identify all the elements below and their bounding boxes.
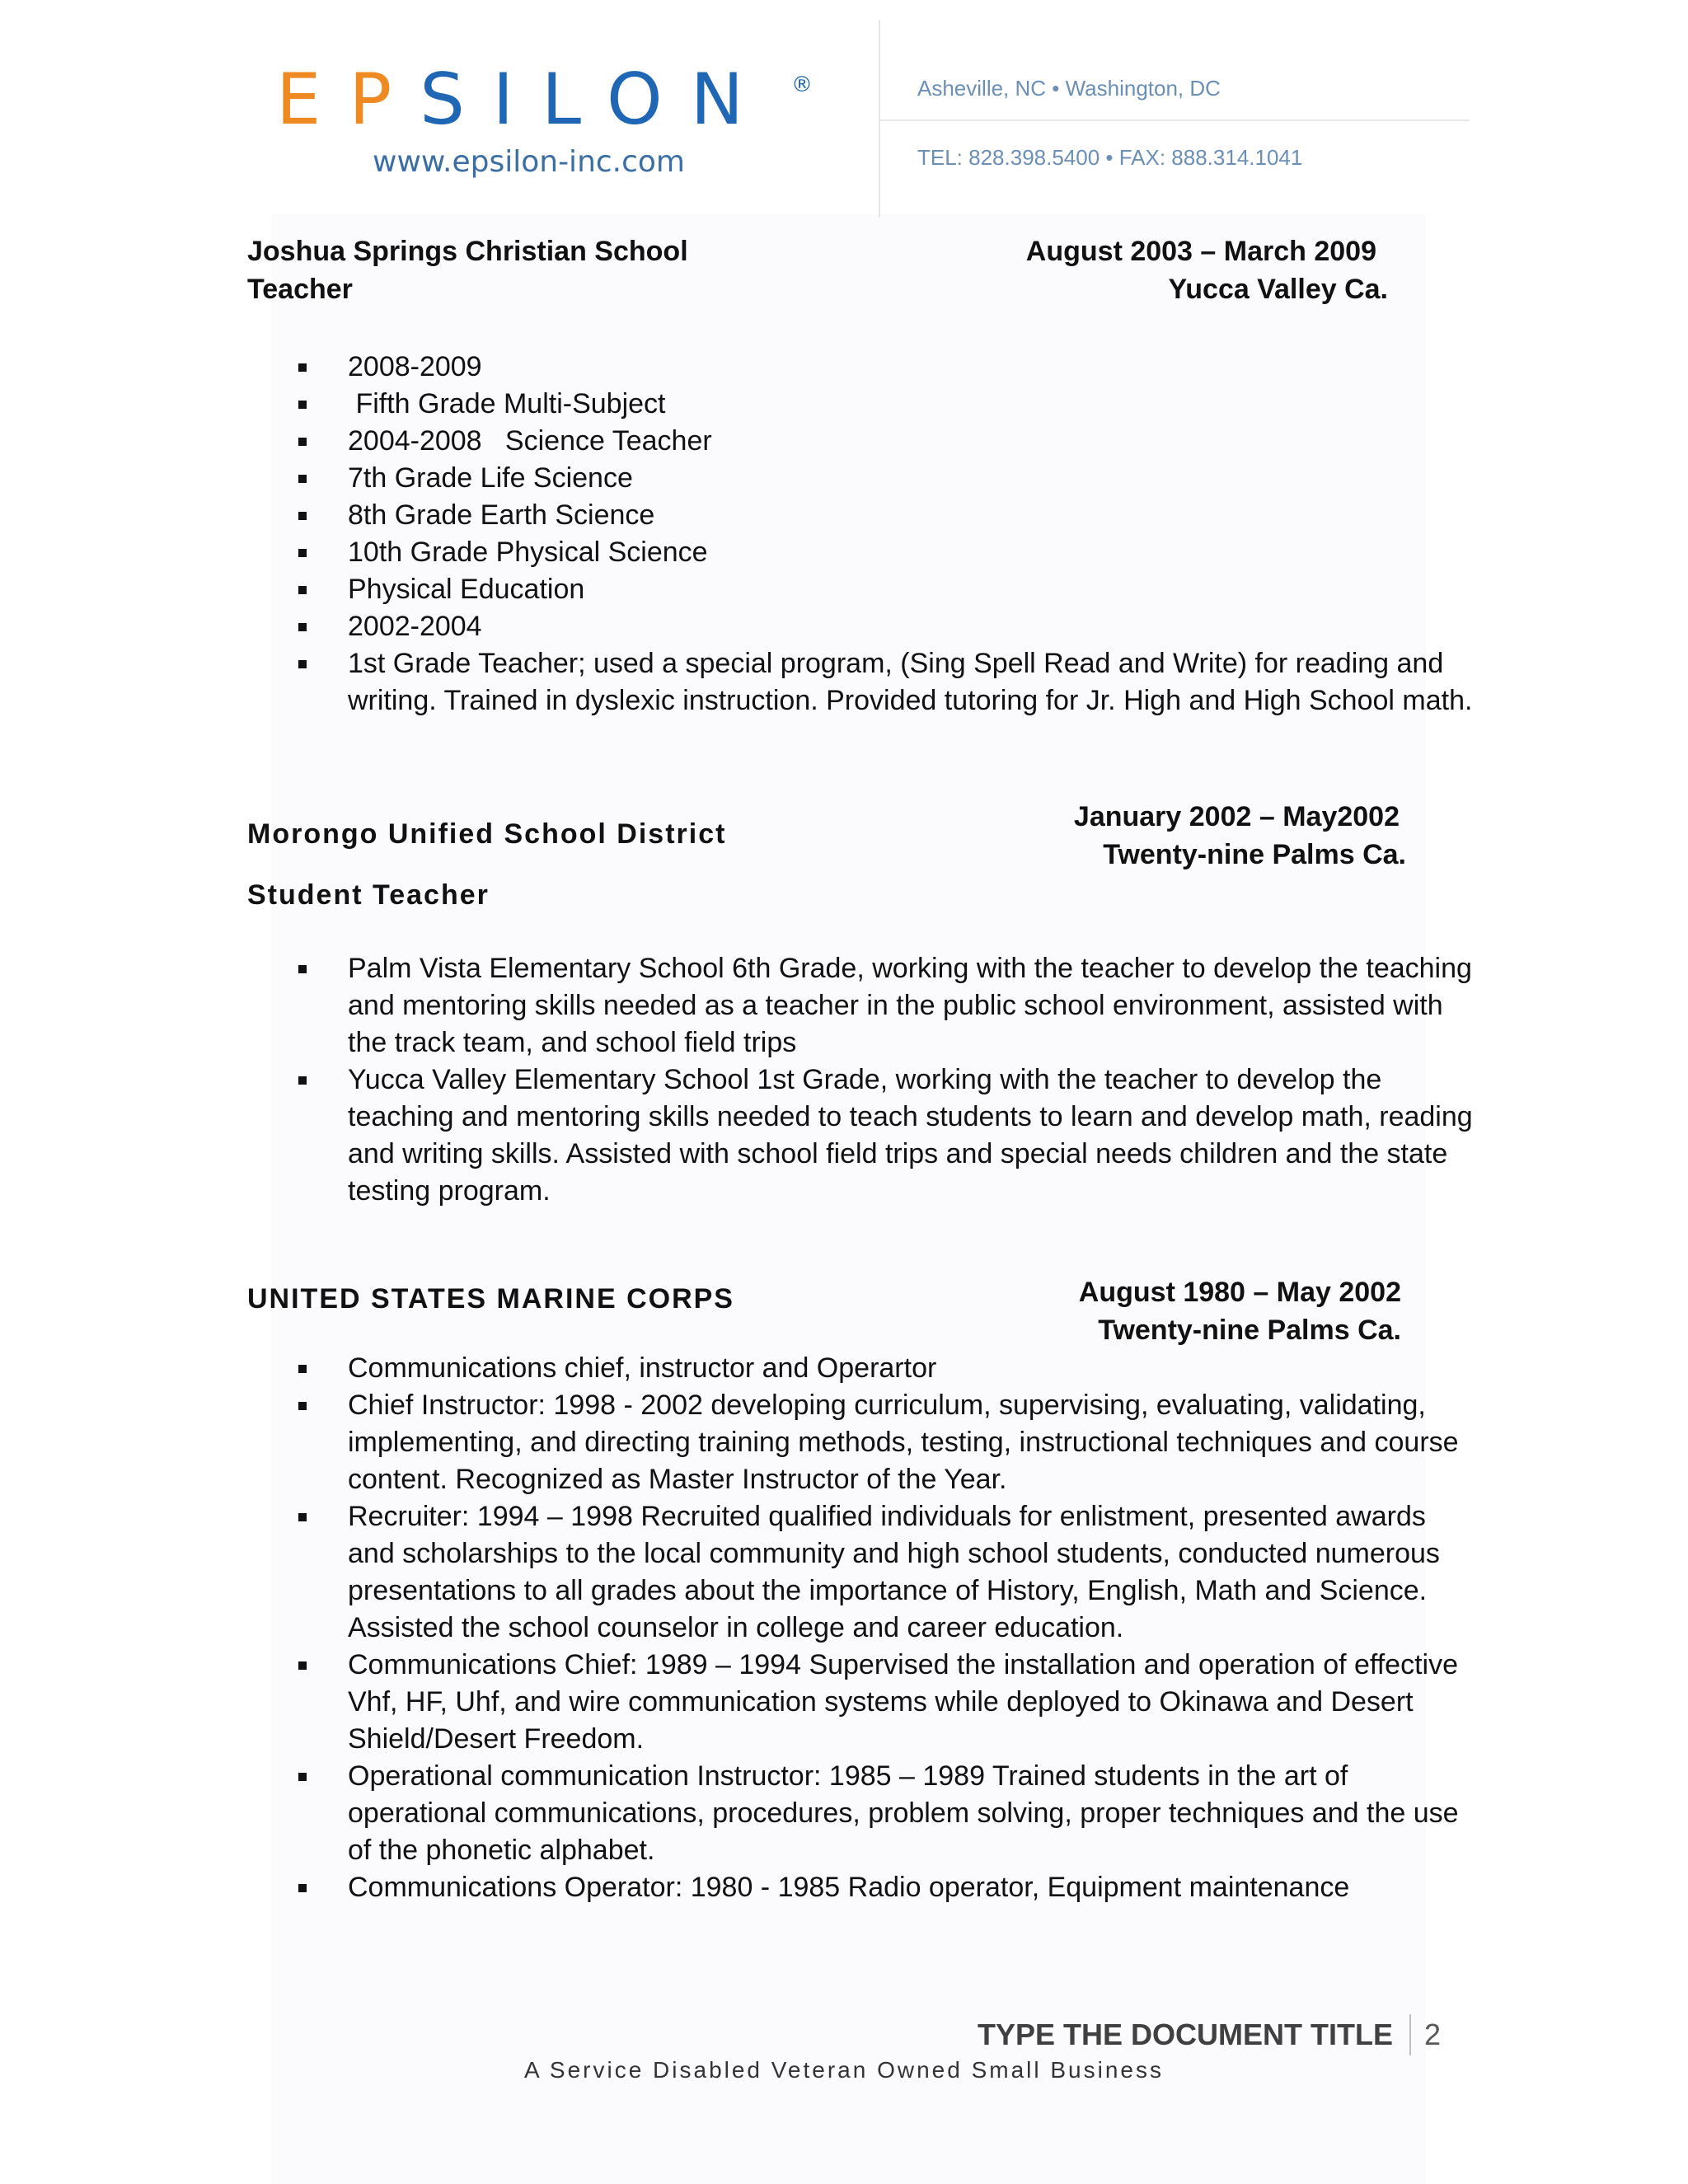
bullet-icon [298, 512, 307, 520]
list-item [298, 1869, 1477, 1906]
job-location: Twenty-nine Palms Ca. [1103, 839, 1406, 870]
list-item [298, 1350, 1477, 1387]
company-tagline: A Service Disabled Veteran Owned Small Business [524, 2057, 1164, 2083]
job-role: Student Teacher [247, 879, 490, 911]
list-item-text: Palm Vista Elementary School 6th Grade, working with the teacher to develop the teaching and mentoring skills needed as a teacher in the public school environment, assisted with the track team, and school field trips [348, 953, 1472, 1058]
list-item [298, 497, 1452, 534]
list-item-text: 10th Grade Physical Science [348, 537, 708, 568]
bullet-icon [298, 1884, 307, 1892]
bullet-icon [298, 475, 307, 483]
bullet-icon [298, 1365, 307, 1373]
bullet-icon [298, 363, 307, 372]
list-item-text: 8th Grade Earth Science [348, 499, 655, 531]
duties-list [298, 1350, 1459, 1906]
footer-divider [1409, 2014, 1411, 2055]
duties-list [298, 950, 1473, 1210]
list-item [298, 608, 1452, 645]
list-item [298, 460, 1452, 497]
header-divider-vertical [879, 20, 880, 218]
list-item [298, 349, 1452, 386]
job-location: Yucca Valley Ca. [1168, 274, 1388, 305]
logo-text-blue: SILON [420, 59, 772, 141]
list-item [298, 571, 1452, 608]
bullet-icon [298, 1076, 307, 1085]
list-item-text: 2002-2004 [348, 611, 482, 642]
bullet-icon [298, 965, 307, 973]
org-name: Morongo Unified School District [247, 818, 727, 850]
list-item [298, 950, 1477, 1062]
org-name: UNITED STATES MARINE CORPS [247, 1283, 734, 1315]
list-item-text: Chief Instructor: 1998 - 2002 developing curriculum, supervising, evaluating, validating, implementing, and directing training methods, testing, instructional techniques and course content. Recognized as Master Instructor of the Year. [348, 1390, 1459, 1495]
list-item [298, 1498, 1477, 1647]
list-item-text: 1st Grade Teacher; used a special program, (Sing Spell Read and Write) for reading and writing. Trained in dyslexic instruction. Provided tutoring for Jr. High and High School math. [348, 648, 1473, 716]
list-item-text: Physical Education [348, 574, 585, 605]
list-item-text: Recruiter: 1994 – 1998 Recruited qualified individuals for enlistment, presented awards and scholarships to the local community and high school students, conducted numerous presentations to all grades about the importance of History, English, Math and Science. Assisted the school counselor in college and career education. [348, 1501, 1440, 1643]
list-item-text: Communications chief, instructor and Operartor [348, 1352, 937, 1384]
list-item [298, 1758, 1477, 1869]
company-logo [276, 59, 772, 141]
org-name: Joshua Springs Christian School [247, 236, 688, 267]
list-item-text: Communications Chief: 1989 – 1994 Supervised the installation and operation of effective Vhf, HF, Uhf, and wire communication systems while deployed to Okinawa and Desert Shield/Desert Freedom. [348, 1649, 1459, 1755]
bullet-icon [298, 401, 307, 409]
bullet-icon [298, 1773, 307, 1781]
list-item [298, 1387, 1477, 1498]
list-item-text: Yucca Valley Elementary School 1st Grade, working with the teacher to develop the teaching and mentoring skills needed to teach students to learn and develop math, reading and writing skills. Assisted with school field trips and special needs children and the state testing program. [348, 1064, 1473, 1207]
office-locations: Asheville, NC • Washington, DC [917, 76, 1221, 101]
document-title: TYPE THE DOCUMENT TITLE [978, 2018, 1393, 2051]
list-item-text: Operational communication Instructor: 1985 – 1989 Trained students in the art of operational communications, procedures, problem solving, proper techniques and the use of the phonetic alphabet. [348, 1760, 1459, 1866]
list-item-text: Communications Operator: 1980 - 1985 Radio operator, Equipment maintenance [348, 1872, 1350, 1903]
bullet-icon [298, 1661, 307, 1670]
list-item [298, 1647, 1477, 1758]
list-item [298, 423, 1452, 460]
job-dates: August 2003 – March 2009 [1025, 236, 1376, 267]
list-item-text: 7th Grade Life Science [348, 462, 633, 494]
list-item [298, 386, 1452, 423]
duties-list [298, 349, 1473, 719]
bullet-icon [298, 1513, 307, 1521]
bullet-icon [298, 438, 307, 446]
bullet-icon [298, 660, 307, 668]
list-item-text: 2004-2008 Science Teacher [348, 425, 712, 457]
bullet-icon [298, 549, 307, 557]
registered-mark: ® [791, 73, 813, 97]
list-item-text: 2008-2009 [348, 351, 482, 382]
list-item-text: Fifth Grade Multi-Subject [348, 388, 666, 419]
job-dates: August 1980 – May 2002 [1078, 1277, 1401, 1308]
company-website: www.epsilon-inc.com [373, 145, 686, 179]
job-location: Twenty-nine Palms Ca. [1098, 1315, 1401, 1346]
list-item [298, 534, 1452, 571]
job-dates: January 2002 – May2002 [1073, 801, 1400, 832]
list-item [298, 1062, 1477, 1210]
contact-numbers: TEL: 828.398.5400 • FAX: 888.314.1041 [917, 145, 1303, 170]
job-role: Teacher [247, 274, 353, 305]
bullet-icon [298, 1402, 307, 1410]
header-divider-horizontal [880, 120, 1470, 121]
list-item [298, 645, 1489, 719]
page-number: 2 [1424, 2018, 1442, 2051]
logo-text-orange: EP [276, 59, 420, 141]
bullet-icon [298, 586, 307, 594]
bullet-icon [298, 623, 307, 631]
